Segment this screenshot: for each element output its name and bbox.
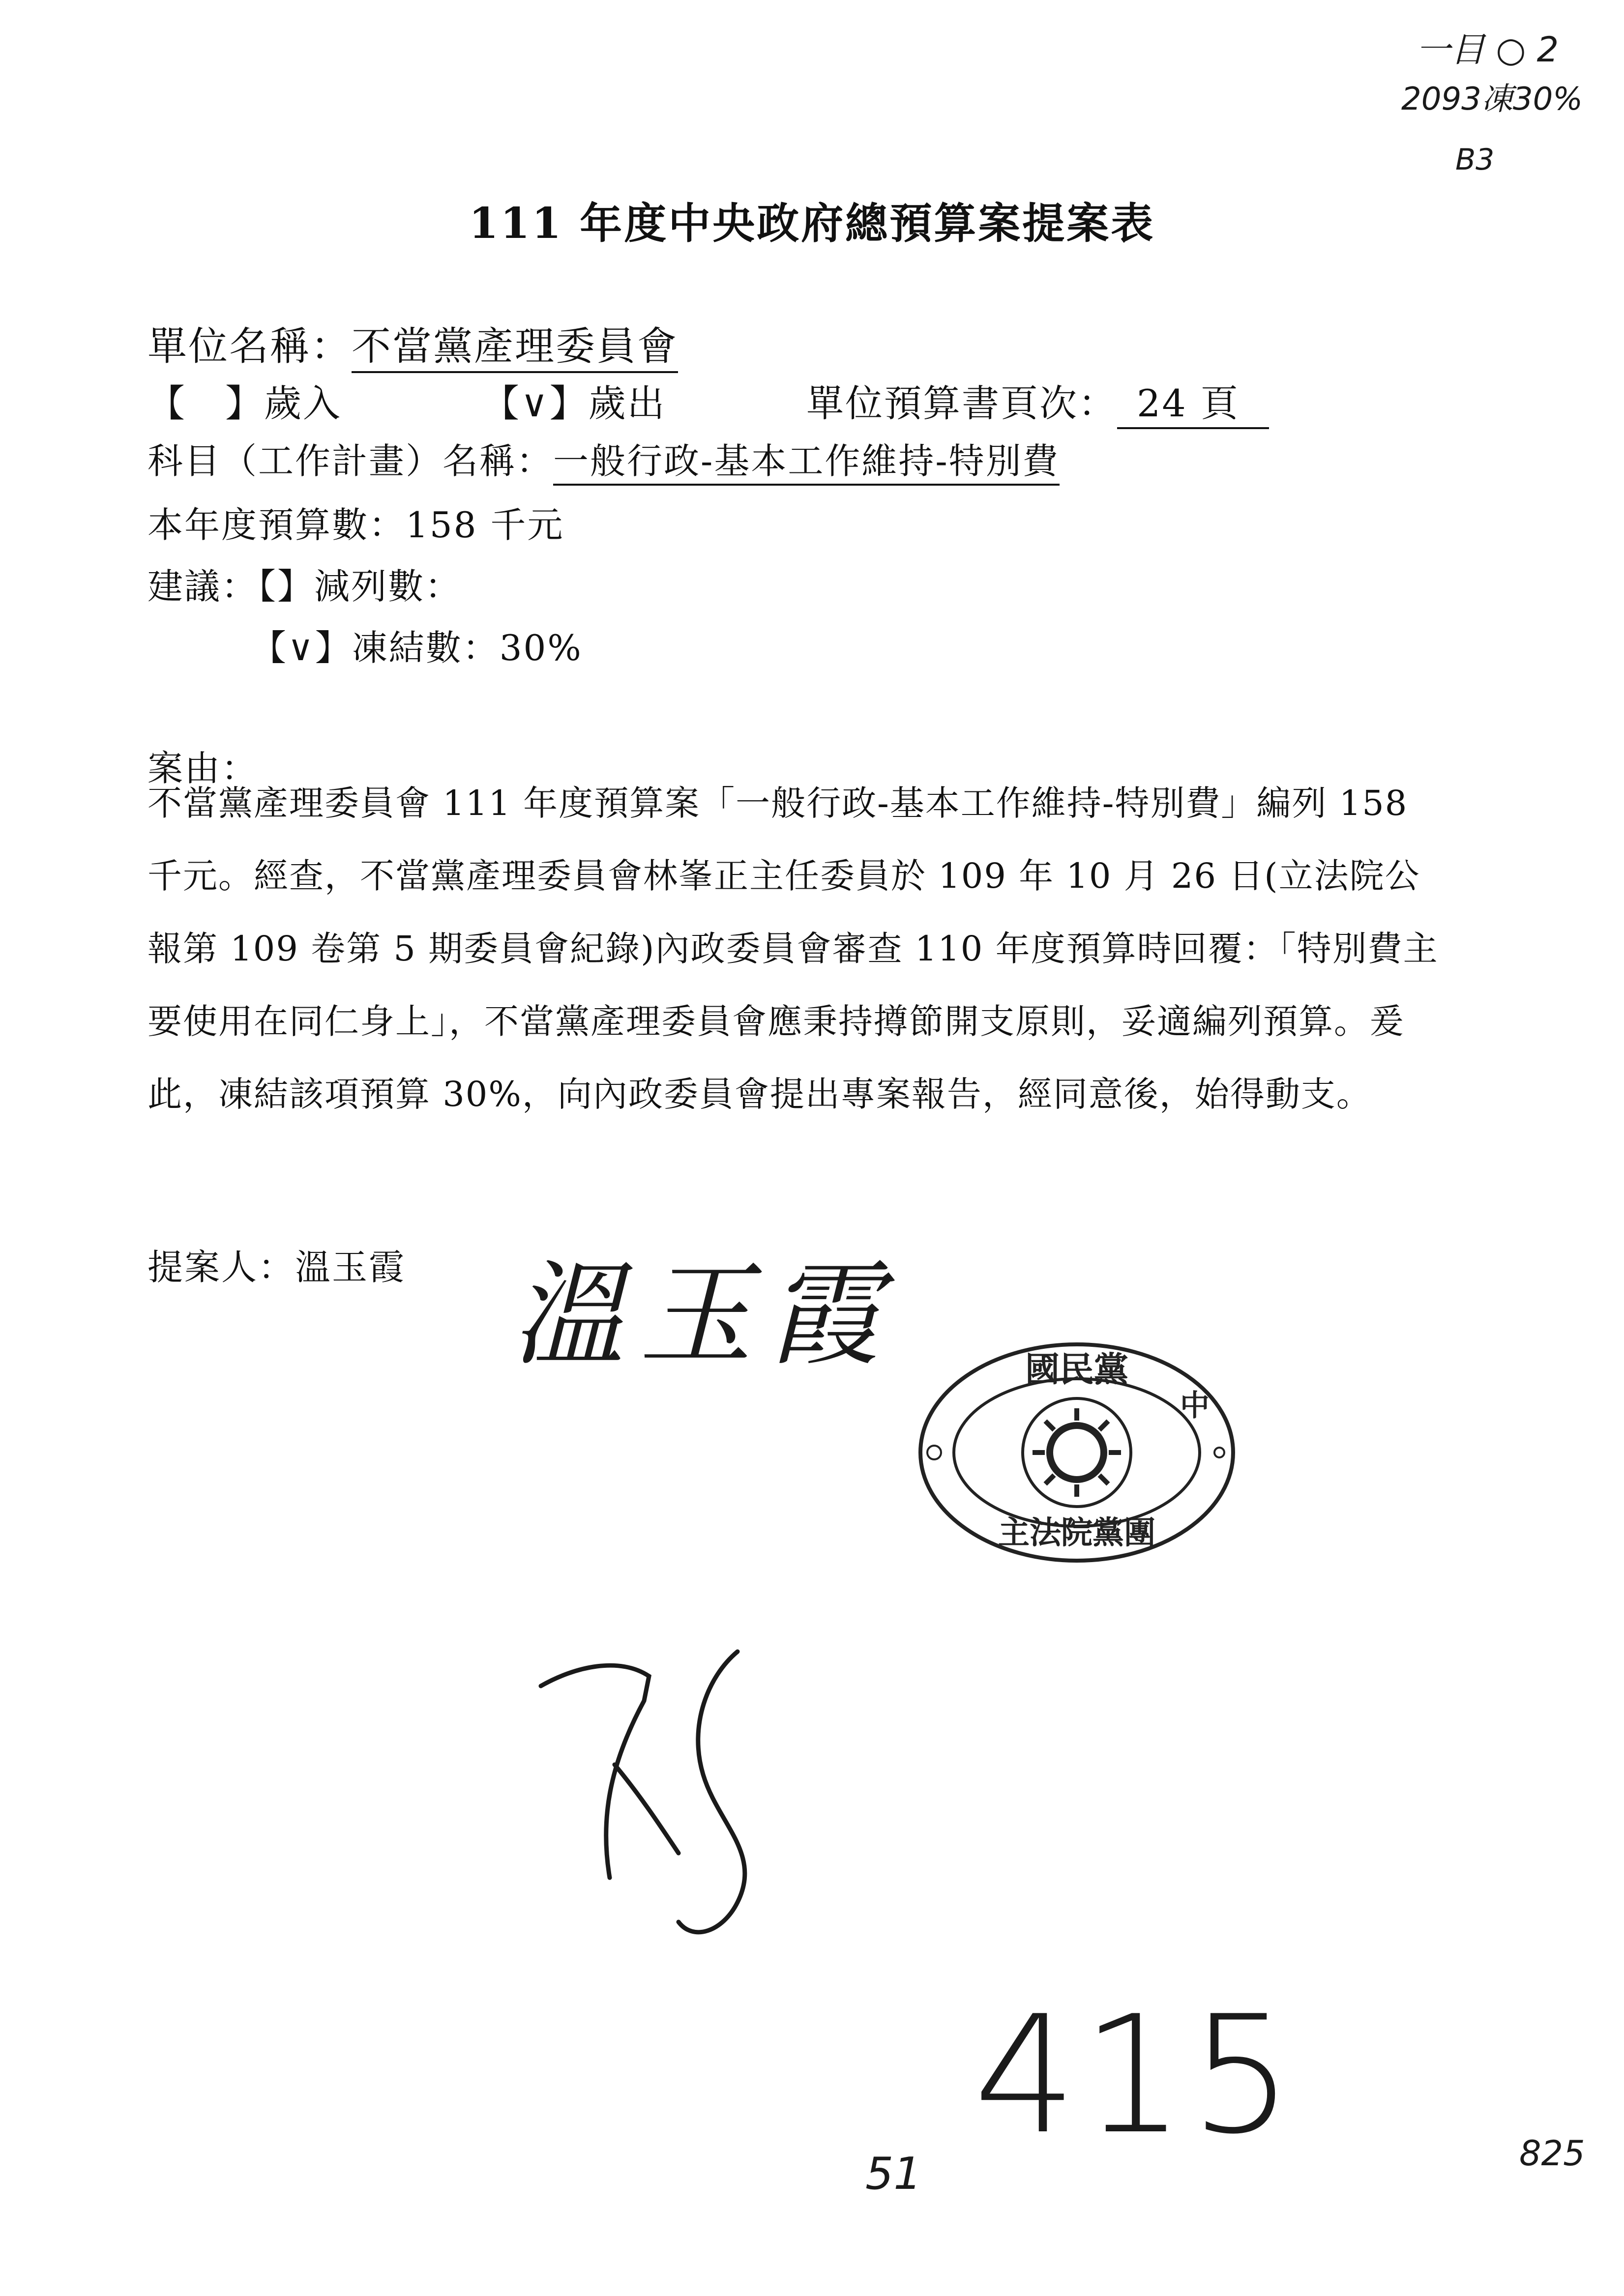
expense-checkbox-row xyxy=(482,374,666,427)
freeze-box: 【∨】 xyxy=(251,627,352,668)
freeze-value: 30% xyxy=(499,627,583,668)
corner-note-3: B3 xyxy=(1455,143,1495,177)
proposer-name: 溫玉霞 xyxy=(295,1247,406,1288)
stamp-bottom-text: 主法院黨團 xyxy=(998,1514,1155,1551)
handwritten-number-415: 415 xyxy=(974,1981,1298,2170)
freeze-row xyxy=(251,619,583,670)
page-number-row xyxy=(806,374,1269,427)
subject-label: 科目（工作計畫）名稱： xyxy=(148,440,554,482)
subject-value: 一般行政-基本工作維持-特別費 xyxy=(553,440,1060,486)
handwritten-number-825: 825 xyxy=(1519,2133,1585,2174)
handwritten-signature: 溫玉霞 xyxy=(511,1250,895,1381)
expense-label: 歲出 xyxy=(588,381,666,425)
freeze-label: 凍結數： xyxy=(352,627,500,668)
budget-row xyxy=(148,496,564,548)
reason-line: 千元。經查，不當黨產理委員會林峯正主任委員於 109 年 10 月 26 日(立法院公 xyxy=(148,856,1420,896)
handwritten-number-51: 51 xyxy=(865,2148,922,2200)
page-number-value: 24 頁 xyxy=(1117,381,1269,429)
suggestion-label: 建議： xyxy=(148,566,259,607)
corner-note-1: 一目 ○ 2 xyxy=(1416,29,1559,70)
handwritten-mark xyxy=(531,1647,787,1951)
reason-line: 報第 109 卷第 5 期委員會紀錄)內政委員會審查 110 年度預算時回覆：「特別費主 xyxy=(148,929,1439,969)
revenue-box: 【 】 xyxy=(148,381,264,425)
party-caucus-stamp xyxy=(915,1337,1239,1568)
budget-value: 158 千元 xyxy=(406,504,564,546)
stamp-right-char: 中 xyxy=(1180,1389,1210,1423)
unit-row xyxy=(148,315,678,371)
reason-line: 不當黨產理委員會 111 年度預算案「一般行政-基本工作維持-特別費」編列 158 xyxy=(148,783,1408,823)
revenue-label: 歲入 xyxy=(264,381,342,425)
reason-line: 要使用在同仁身上」，不當黨產理委員會應秉持撙節開支原則，妥適編列預算。爰 xyxy=(148,1001,1405,1042)
cut-label: 減列數： xyxy=(314,566,462,607)
unit-label: 單位名稱： xyxy=(148,323,352,369)
reason-paragraph xyxy=(148,767,1475,1131)
revenue-checkbox-row xyxy=(148,374,342,427)
reason-heading: 案由： xyxy=(148,748,259,789)
stamp-top-text: 國民黨 xyxy=(1025,1349,1128,1390)
page-number-label: 單位預算書頁次： xyxy=(806,381,1117,425)
corner-note-2: 2093凍30% xyxy=(1401,81,1583,117)
stamp-graphic xyxy=(915,1337,1239,1568)
proposer-label: 提案人： xyxy=(148,1247,295,1288)
subject-row xyxy=(148,433,1060,484)
expense-box: 【∨】 xyxy=(482,381,589,425)
reason-line: 此，凍結該項預算 30%，向內政委員會提出專案報告，經同意後，始得動支。 xyxy=(148,1074,1372,1114)
suggestion-row xyxy=(148,558,462,609)
cut-box: 【】 xyxy=(258,566,315,607)
budget-label: 本年度預算數： xyxy=(148,504,406,546)
scribble-graphic xyxy=(531,1647,787,1951)
unit-value: 不當黨產理委員會 xyxy=(352,323,678,373)
proposer-row xyxy=(148,1239,406,1290)
page-title: 111 年度中央政府總預算案提案表 xyxy=(469,199,1155,248)
